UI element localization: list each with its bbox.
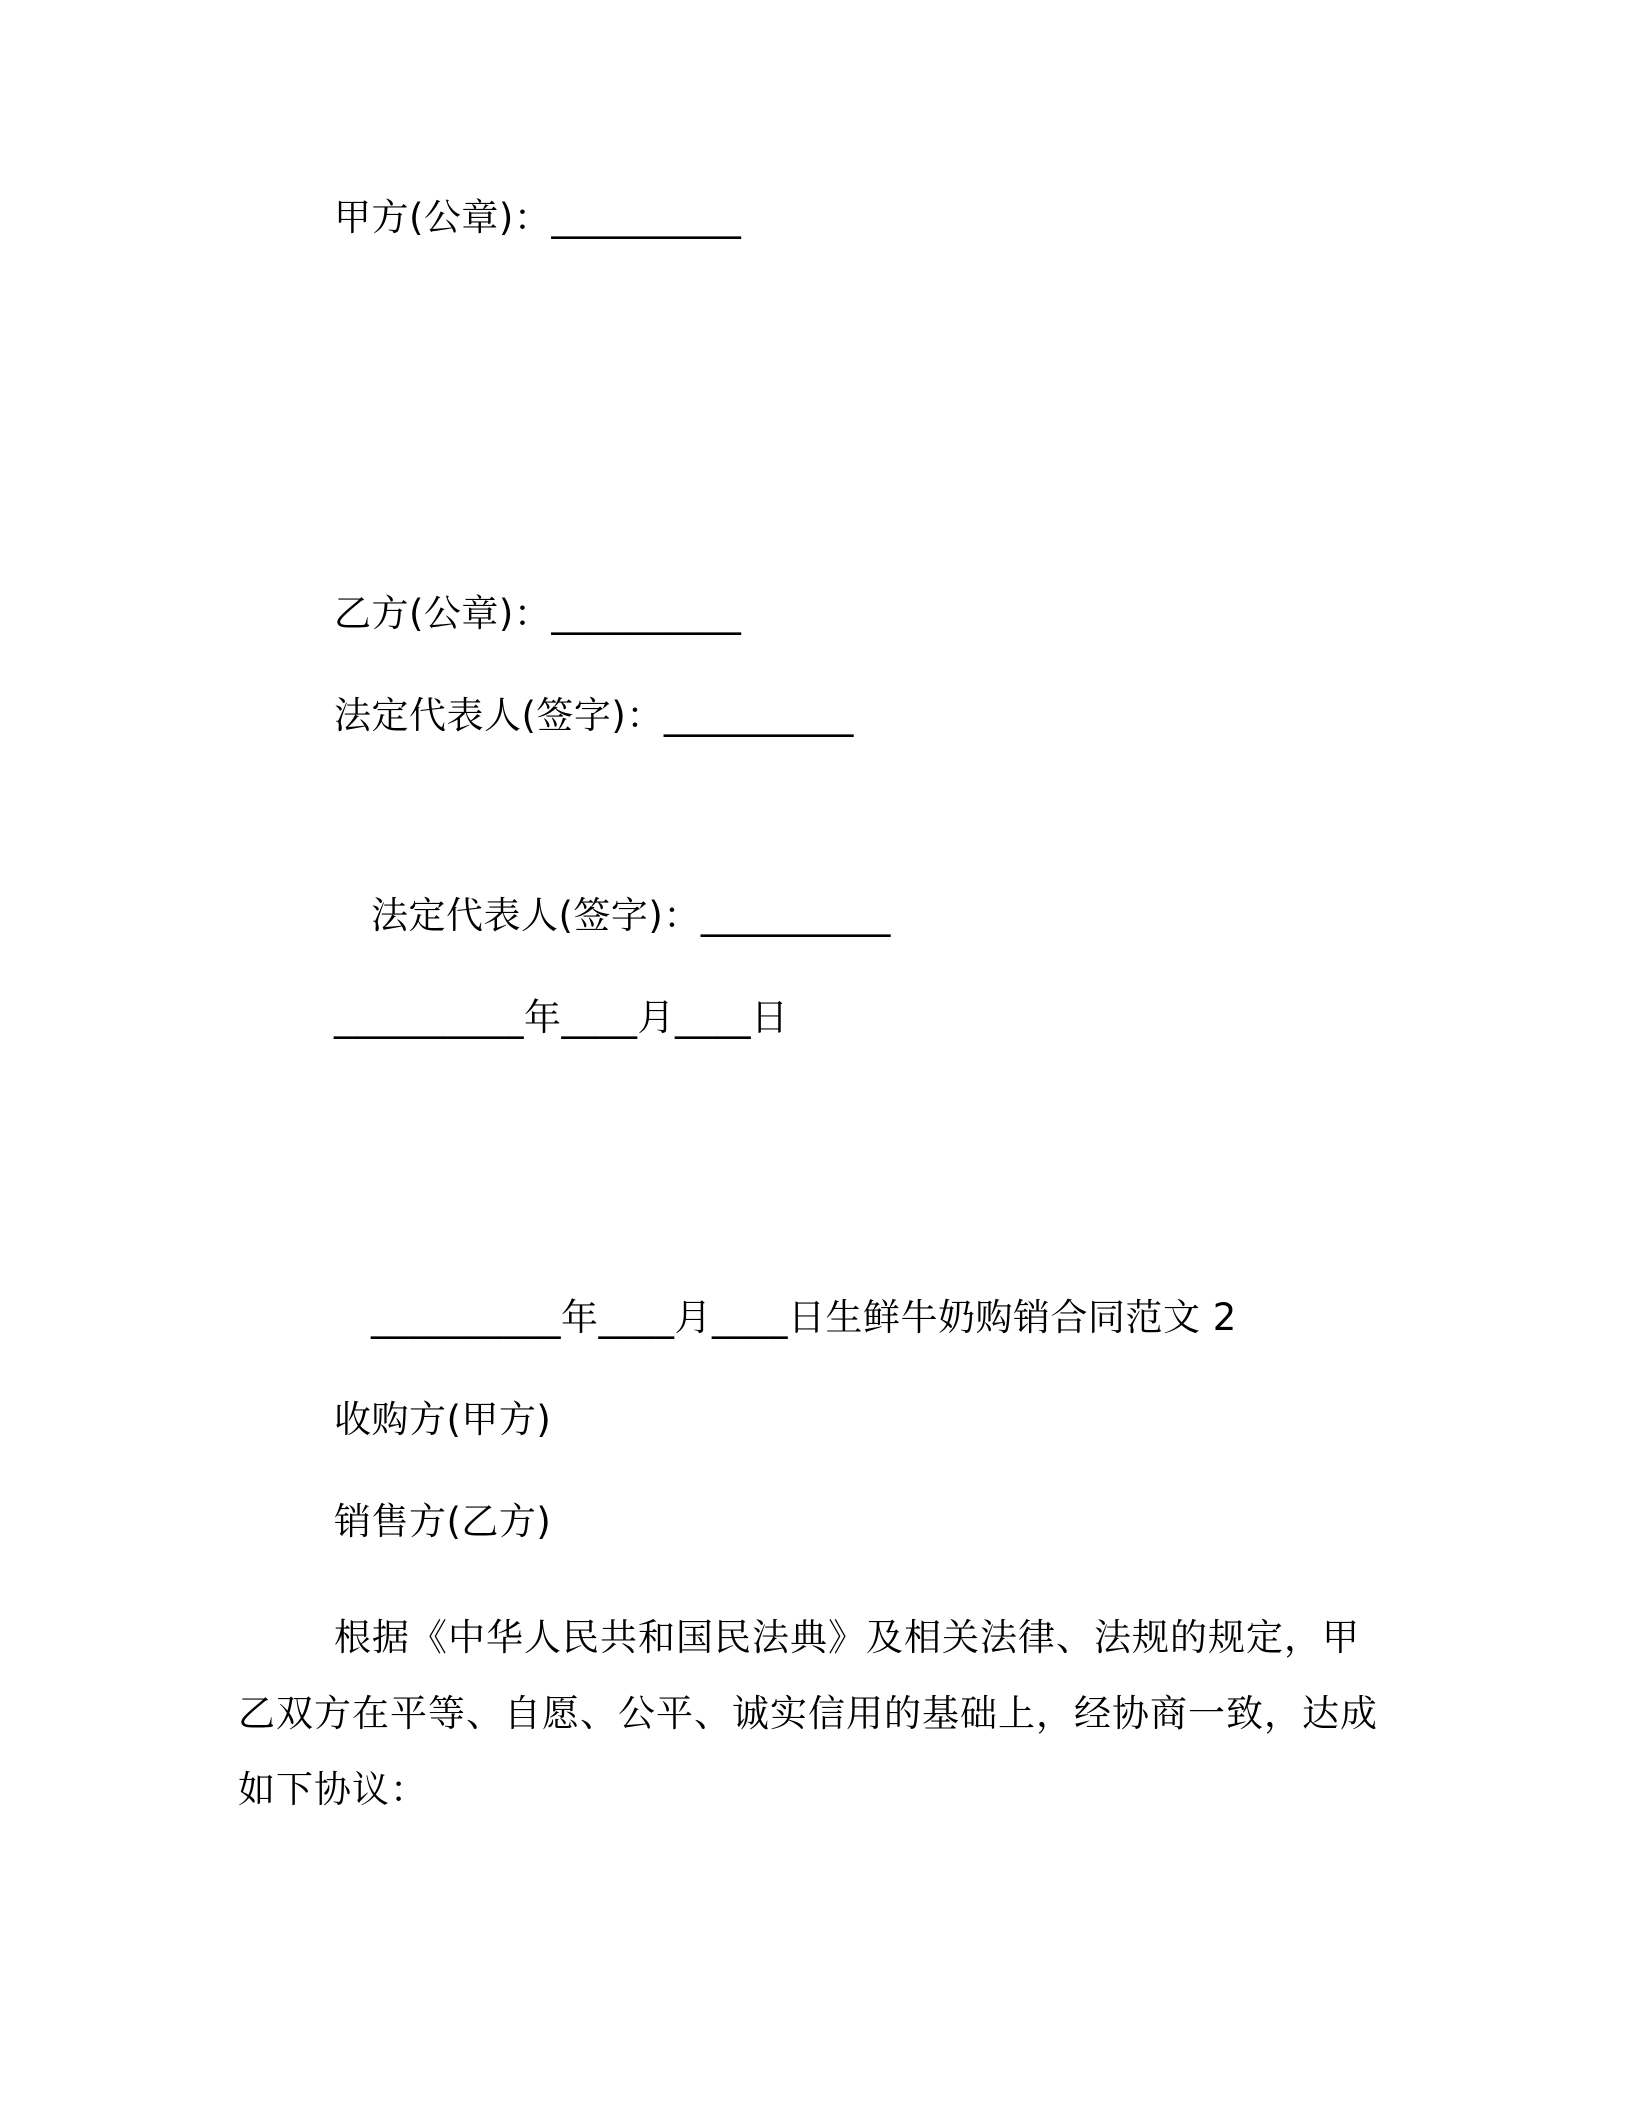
legal-rep-signature-line-2: 法定代表人(签字)：__________	[371, 894, 891, 937]
date-line: __________年____月____日	[334, 996, 789, 1039]
seller-party-line: 销售方(乙方)	[334, 1500, 552, 1543]
legal-rep-signature-line-1: 法定代表人(签字)：__________	[334, 694, 854, 737]
party-b-seal-line: 乙方(公章)：__________	[334, 592, 742, 635]
contract-title-line: __________年____月____日生鲜牛奶购销合同范文 2	[371, 1296, 1237, 1339]
buyer-party-line: 收购方(甲方)	[334, 1398, 552, 1441]
party-a-seal-line: 甲方(公章)：__________	[334, 196, 742, 239]
agreement-intro-paragraph: 根据《中华人民共和国民法典》及相关法律、法规的规定，甲乙双方在平等、自愿、公平、诚实信用的基础上，经协商一致，达成如下协议：	[238, 1616, 1378, 1811]
